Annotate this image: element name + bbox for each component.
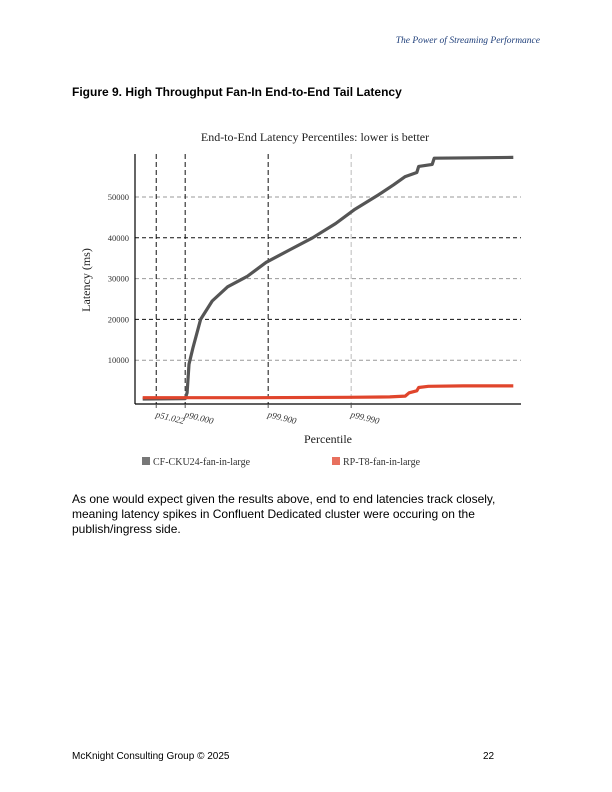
percentile-markers (156, 154, 351, 404)
x-tick-label: p99.900 (266, 409, 298, 427)
y-tick-label: 40000 (107, 232, 129, 243)
x-tick-label: p99.990 (349, 409, 381, 427)
latency-chart (70, 125, 540, 475)
legend-label: CF-CKU24-fan-in-large (153, 457, 251, 468)
legend-swatch (142, 457, 150, 465)
footer-copyright: McKnight Consulting Group © 2025 (72, 751, 230, 762)
figure-caption: Figure 9. High Throughput Fan-In End-to-End Tail Latency (72, 85, 402, 99)
y-axis-label: Latency (ms) (79, 248, 93, 312)
page-number: 22 (483, 751, 495, 762)
legend-swatch (332, 457, 340, 465)
y-tick-label: 30000 (107, 273, 129, 284)
chart-title: End-to-End Latency Percentiles: lower is better (200, 130, 430, 144)
chart-grid (135, 197, 521, 360)
x-tick-label: p51.022 (154, 409, 186, 427)
header-tagline: The Power of Streaming Performance (395, 36, 540, 46)
y-tick-label: 20000 (107, 314, 129, 325)
y-tick-label: 50000 (107, 192, 129, 202)
y-axis-ticks (108, 192, 129, 365)
body-paragraph: As one would expect given the results above, end to end latencies track closely, meaning latency spikes in Confluent Dedicated cluster were occuring on the publish/ingress side. (72, 492, 496, 536)
series-line (143, 386, 514, 398)
y-tick-label: 10000 (107, 355, 129, 366)
x-tick-label: p90.000 (183, 409, 215, 427)
chart-legend (142, 457, 421, 468)
x-axis-label: Percentile (304, 432, 352, 446)
x-axis-ticks (154, 404, 381, 426)
legend-label: RP-T8-fan-in-large (343, 457, 421, 468)
chart-canvas (70, 125, 540, 475)
